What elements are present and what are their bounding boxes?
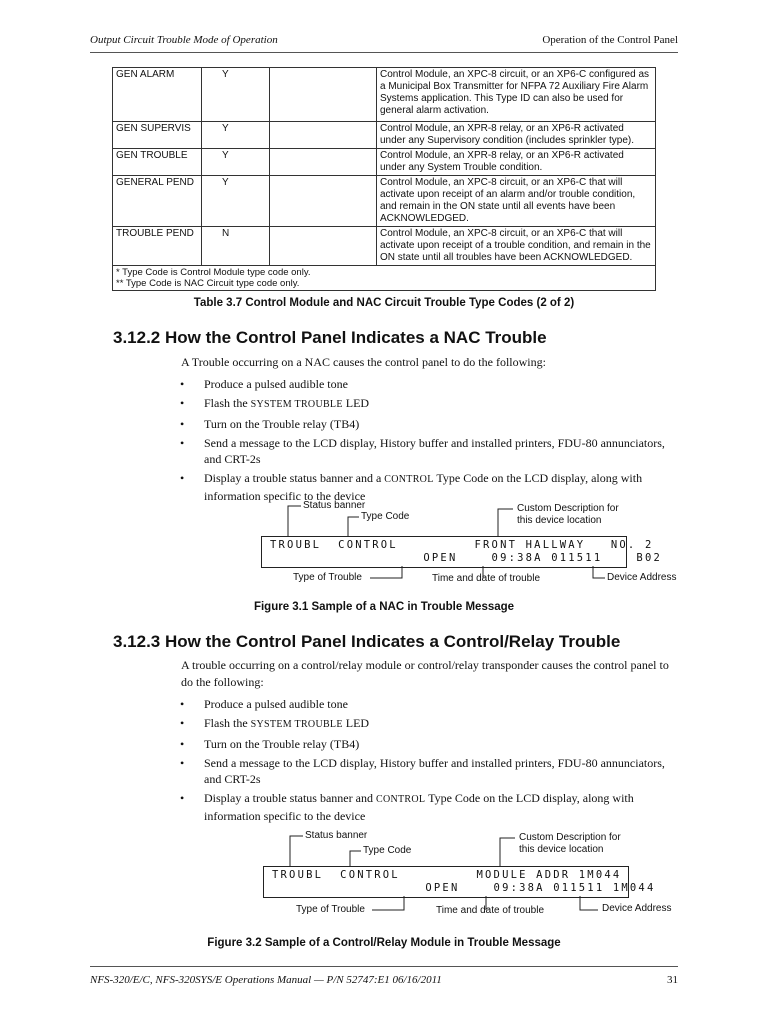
device-address-label: Device Address xyxy=(602,903,672,914)
time-date-label: Time and date of trouble xyxy=(436,905,545,916)
list-item: • Produce a pulsed audible tone xyxy=(180,377,348,391)
footer-document-title: NFS-320/E/C, NFS-320SYS/E Operations Manual — P/N 52747:E1 06/16/2011 xyxy=(90,974,442,986)
list-item: • Turn on the Trouble relay (TB4) xyxy=(180,417,360,431)
type-id-cell: GENERAL PEND xyxy=(113,176,202,227)
time-date-label: Time and date of trouble xyxy=(432,573,541,584)
flag-cell: Y xyxy=(202,149,270,176)
list-item: • Flash the SYSTEM TROUBLE LED xyxy=(180,716,370,730)
description-cell: Control Module, an XPR-8 relay, or an XP6-R activated under any System Trouble condition. xyxy=(377,149,656,176)
section-heading-nac-trouble: 3.12.2 How the Control Panel Indicates a NAC Trouble xyxy=(113,328,547,347)
status-banner-label: Status banner xyxy=(303,500,366,511)
section-intro: A trouble occurring on a control/relay module or control/relay transponder causes the control panel to do the following: xyxy=(181,658,669,689)
description-cell: Control Module, an XPC-8 circuit, or an XP6-C configured as a Municipal Box Transmitter for NFPA 72 Auxiliary Fire Alarm Systems application. This Type ID can also be used for general alarm activation. xyxy=(377,68,656,122)
lcd-line-1: TROUBL CONTROL FRONT HALLWAY NO. 2 xyxy=(270,539,654,551)
list-item: • Flash the SYSTEM TROUBLE LED xyxy=(180,396,370,410)
list-item: • Display a trouble status banner and a CONTROL Type Code on the LCD display, along with information specific to the device xyxy=(180,471,643,503)
footer-rule xyxy=(90,966,678,967)
type-code-label: Type Code xyxy=(361,511,410,522)
footnote-nac-circuit: ** Type Code is NAC Circuit type code only. xyxy=(116,278,300,289)
custom-description-label-line2: this device location xyxy=(517,515,602,526)
list-item: • Turn on the Trouble relay (TB4) xyxy=(180,737,360,751)
type-of-trouble-label: Type of Trouble xyxy=(293,572,362,583)
lcd-line-1: TROUBL CONTROL MODULE ADDR 1M044 xyxy=(272,869,622,881)
lcd-line-2: OPEN 09:38A 011511 B02 xyxy=(270,552,662,564)
flag-cell: N xyxy=(202,227,270,266)
custom-description-label-line1: Custom Description for xyxy=(517,503,619,514)
type-id-cell: GEN TROUBLE xyxy=(113,149,202,176)
description-cell: Control Module, an XPC-8 circuit, or an XP6-C that will activate upon receipt of a trouble condition, and remain in the ON state until all troubles have been ACKNOWLEDGED. xyxy=(377,227,656,266)
list-item: • Produce a pulsed audible tone xyxy=(180,697,348,711)
type-id-cell: TROUBLE PEND xyxy=(113,227,202,266)
list-item: • Send a message to the LCD display, History buffer and installed printers, FDU-80 annunciators, and CRT-2s xyxy=(180,756,665,786)
lcd-line-2: OPEN 09:38A 011511 1M044 xyxy=(272,882,656,894)
figure-3-2-caption: Figure 3.2 Sample of a Control/Relay Module in Trouble Message xyxy=(207,937,561,949)
type-of-trouble-label: Type of Trouble xyxy=(296,904,365,915)
page-number: 31 xyxy=(667,974,678,986)
table-caption: Table 3.7 Control Module and NAC Circuit Trouble Type Codes (2 of 2) xyxy=(193,297,575,309)
type-id-cell: GEN ALARM xyxy=(113,68,202,122)
footnote-control-module: * Type Code is Control Module type code only. xyxy=(116,267,311,278)
section-intro: A Trouble occurring on a NAC causes the control panel to do the following: xyxy=(181,355,546,369)
description-cell: Control Module, an XPC-8 circuit, or an XP6-C that will activate upon receipt of an alarm and/or trouble condition, and remain in the ON state until all events have been ACKNOWLEDGED. xyxy=(377,176,656,227)
type-id-cell: GEN SUPERVIS xyxy=(113,122,202,149)
figure-3-1-caption: Figure 3.1 Sample of a NAC in Trouble Message xyxy=(253,601,515,613)
custom-description-label-line1: Custom Description for xyxy=(519,832,621,843)
list-item: • Send a message to the LCD display, History buffer and installed printers, FDU-80 annunciators, and CRT-2s xyxy=(180,436,665,466)
status-banner-label: Status banner xyxy=(305,830,368,841)
flag-cell: Y xyxy=(202,68,270,122)
list-item: • Display a trouble status banner and CONTROL Type Code on the LCD display, along with information specific to the device xyxy=(180,791,634,823)
flag-cell: Y xyxy=(202,176,270,227)
custom-description-label-line2: this device location xyxy=(519,844,604,855)
device-address-label: Device Address xyxy=(607,572,677,583)
description-cell: Control Module, an XPR-8 relay, or an XP6-R activated under any Supervisory condition (includes sprinkler type). xyxy=(377,122,656,149)
section-heading-control-relay-trouble: 3.12.3 How the Control Panel Indicates a Control/Relay Trouble xyxy=(113,632,621,651)
header-chapter-title: Operation of the Control Panel xyxy=(542,34,678,46)
lcd-message-display xyxy=(263,866,656,898)
header-section-title: Output Circuit Trouble Mode of Operation xyxy=(90,34,278,46)
type-code-label: Type Code xyxy=(363,845,412,856)
flag-cell: Y xyxy=(202,122,270,149)
